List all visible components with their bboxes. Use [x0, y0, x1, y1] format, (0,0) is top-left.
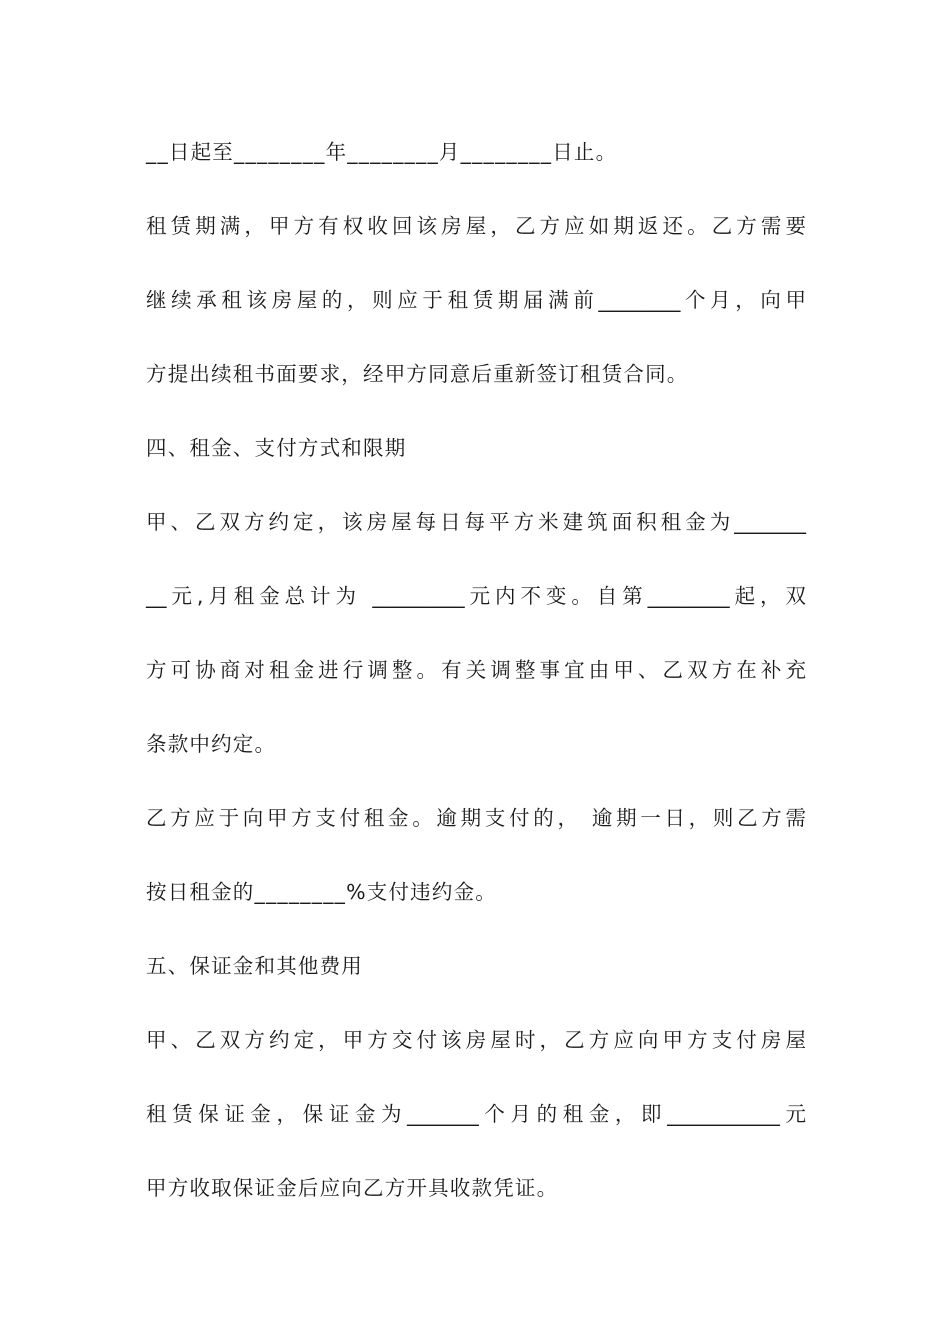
text-line: __元,月租金总计为 _________元内不变。自第________起，双	[146, 584, 806, 608]
text-line: 甲、乙双方约定，甲方交付该房屋时，乙方应向甲方支付房屋	[146, 1028, 806, 1052]
text-line: 方提出续租书面要求，经甲方同意后重新签订租赁合同。	[146, 362, 689, 386]
text-line: 租赁期满，甲方有权收回该房屋，乙方应如期返还。乙方需要	[146, 214, 806, 238]
text-line: 甲方收取保证金后应向乙方开具收款凭证。	[146, 1176, 559, 1200]
text-line: __日起至________年________月________日止。	[146, 140, 618, 164]
section-heading: 四、租金、支付方式和限期	[146, 436, 407, 460]
text-line: 按日租金的________%支付违约金。	[146, 880, 497, 904]
text-line: 乙方应于向甲方支付租金。逾期支付的， 逾期一日，则乙方需	[146, 806, 806, 830]
section-heading: 五、保证金和其他费用	[146, 954, 363, 978]
text-line: 甲、乙双方约定，该房屋每日每平方米建筑面积租金为_______	[146, 510, 806, 534]
text-line: 租赁保证金，保证金为_______个月的租金，即___________元	[146, 1102, 806, 1126]
text-line: 继续承租该房屋的，则应于租赁期届满前________个月，向甲	[146, 288, 806, 312]
document-body	[146, 134, 806, 1244]
text-line: 条款中约定。	[146, 732, 277, 756]
text-line: 方可协商对租金进行调整。有关调整事宜由甲、乙双方在补充	[146, 658, 806, 682]
